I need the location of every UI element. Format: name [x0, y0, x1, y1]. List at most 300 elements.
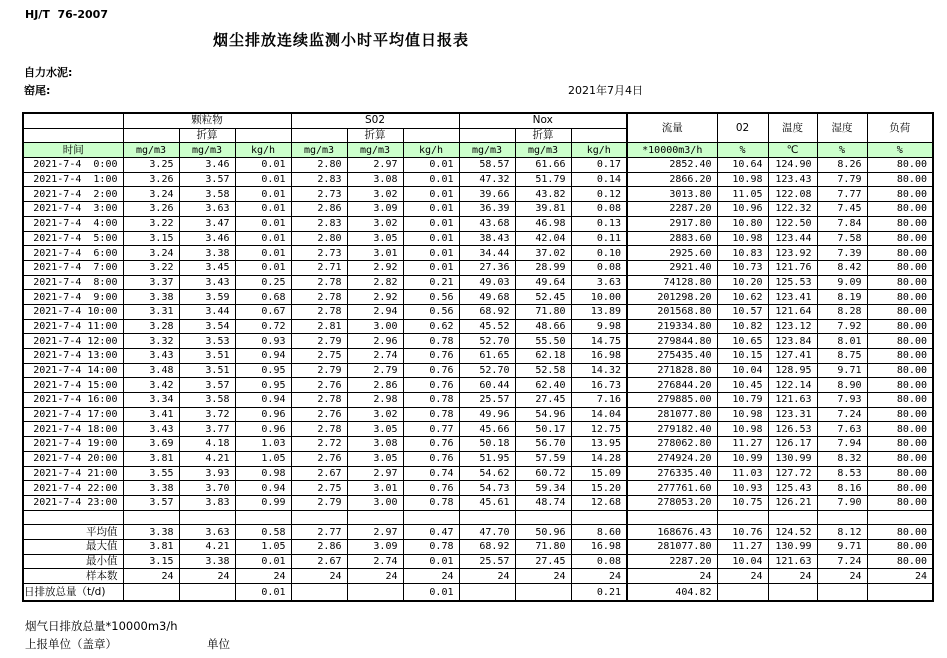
value-cell: 80.00	[867, 202, 933, 217]
value-cell: 3.58	[179, 187, 235, 202]
value-cell: 49.03	[459, 275, 515, 290]
value-cell: 2866.20	[627, 172, 717, 187]
value-cell: 3.24	[123, 187, 179, 202]
value-cell: 52.58	[515, 363, 571, 378]
value-cell: 0.08	[571, 260, 627, 275]
value-cell: 2.83	[291, 216, 347, 231]
unit-cell: mg/m3	[347, 143, 403, 158]
value-cell: 0.01	[235, 554, 291, 569]
value-cell: 2.67	[291, 466, 347, 481]
value-cell: 42.04	[515, 231, 571, 246]
row-time: 2021-7-4 13:00	[23, 349, 123, 364]
value-cell: 11.27	[717, 437, 768, 452]
value-cell: 10.98	[717, 422, 768, 437]
value-cell: 10.80	[717, 216, 768, 231]
company-label: 自力水泥:	[24, 66, 73, 79]
value-cell: 10.99	[717, 451, 768, 466]
value-cell: 2.96	[347, 334, 403, 349]
value-cell: 274924.20	[627, 451, 717, 466]
header-row-groups	[23, 113, 933, 128]
value-cell: 2.80	[291, 158, 347, 173]
blank-cell	[123, 510, 179, 525]
value-cell: 27.45	[515, 554, 571, 569]
flue-gas-total-note: 烟气日排放总量*10000m3/h	[25, 619, 178, 633]
value-cell: 277761.60	[627, 481, 717, 496]
value-cell: 71.80	[515, 539, 571, 554]
summary-label: 最小值	[23, 554, 123, 569]
value-cell: 10.76	[717, 525, 768, 540]
value-cell	[459, 584, 515, 602]
value-cell: 0.01	[235, 216, 291, 231]
value-cell: 24	[403, 569, 459, 584]
value-cell: 3.28	[123, 319, 179, 334]
value-cell: 0.08	[571, 554, 627, 569]
value-cell: 122.14	[768, 378, 817, 393]
value-cell: 51.95	[459, 451, 515, 466]
value-cell: 2883.60	[627, 231, 717, 246]
value-cell: 2.74	[347, 554, 403, 569]
value-cell: 50.17	[515, 422, 571, 437]
value-cell: 3.38	[123, 525, 179, 540]
blank-cell	[571, 510, 627, 525]
value-cell: 24	[717, 569, 768, 584]
value-cell: 2852.40	[627, 158, 717, 173]
value-cell: 3.47	[179, 216, 235, 231]
value-cell: 4.18	[179, 437, 235, 452]
value-cell: 4.21	[179, 451, 235, 466]
value-cell: 3.93	[179, 466, 235, 481]
hour-row	[23, 172, 933, 187]
value-cell: 123.92	[768, 246, 817, 261]
hour-row	[23, 187, 933, 202]
value-cell: 14.04	[571, 407, 627, 422]
converted-label-so2: 折算	[347, 128, 403, 143]
value-cell: 24	[123, 569, 179, 584]
blank-cell	[768, 510, 817, 525]
value-cell: 12.75	[571, 422, 627, 437]
value-cell: 124.90	[768, 158, 817, 173]
value-cell: 0.77	[403, 422, 459, 437]
value-cell: 3.43	[179, 275, 235, 290]
blank-cell	[717, 510, 768, 525]
value-cell	[179, 584, 235, 602]
value-cell: 3013.80	[627, 187, 717, 202]
value-cell: 3.63	[571, 275, 627, 290]
value-cell: 8.90	[817, 378, 867, 393]
value-cell: 24	[627, 569, 717, 584]
value-cell: 10.45	[717, 378, 768, 393]
value-cell: 10.98	[717, 231, 768, 246]
value-cell: 0.58	[235, 525, 291, 540]
value-cell: 24	[235, 569, 291, 584]
row-time: 2021-7-4 17:00	[23, 407, 123, 422]
row-time: 2021-7-4 19:00	[23, 437, 123, 452]
hour-row	[23, 466, 933, 481]
blank-cell	[291, 510, 347, 525]
value-cell: 3.63	[179, 202, 235, 217]
value-cell: 8.60	[571, 525, 627, 540]
value-cell: 61.65	[459, 349, 515, 364]
value-cell	[347, 584, 403, 602]
value-cell: 2.79	[291, 495, 347, 510]
value-cell: 0.01	[403, 158, 459, 173]
row-time: 2021-7-4 2:00	[23, 187, 123, 202]
value-cell: 7.84	[817, 216, 867, 231]
unit-cell: mg/m3	[459, 143, 515, 158]
value-cell: 168676.43	[627, 525, 717, 540]
value-cell: 0.01	[403, 172, 459, 187]
value-cell: 123.43	[768, 172, 817, 187]
value-cell: 2.76	[291, 378, 347, 393]
row-time: 2021-7-4 23:00	[23, 495, 123, 510]
hour-row	[23, 275, 933, 290]
value-cell: 80.00	[867, 172, 933, 187]
unit-cell: kg/h	[571, 143, 627, 158]
value-cell: 0.98	[235, 466, 291, 481]
value-cell: 7.24	[817, 407, 867, 422]
unit-label: 单位	[207, 637, 230, 651]
value-cell: 0.01	[235, 260, 291, 275]
value-cell: 10.79	[717, 393, 768, 408]
value-cell: 3.81	[123, 451, 179, 466]
value-cell: 0.94	[235, 393, 291, 408]
row-time: 2021-7-4 3:00	[23, 202, 123, 217]
value-cell: 8.12	[817, 525, 867, 540]
value-cell: 11.03	[717, 466, 768, 481]
value-cell: 49.96	[459, 407, 515, 422]
value-cell: 10.96	[717, 202, 768, 217]
value-cell: 0.67	[235, 304, 291, 319]
value-cell: 24	[571, 569, 627, 584]
value-cell: 3.42	[123, 378, 179, 393]
hour-row	[23, 319, 933, 334]
value-cell: 0.94	[235, 349, 291, 364]
value-cell: 2.92	[347, 290, 403, 305]
summary-label: 平均值	[23, 525, 123, 540]
value-cell: 38.43	[459, 231, 515, 246]
value-cell: 0.96	[235, 422, 291, 437]
value-cell: 60.44	[459, 378, 515, 393]
hour-row	[23, 304, 933, 319]
row-time: 2021-7-4 18:00	[23, 422, 123, 437]
value-cell: 10.98	[717, 407, 768, 422]
hour-row	[23, 231, 933, 246]
value-cell: 24	[817, 569, 867, 584]
value-cell: 121.63	[768, 554, 817, 569]
value-cell: 8.53	[817, 466, 867, 481]
value-cell: 47.70	[459, 525, 515, 540]
value-cell: 124.52	[768, 525, 817, 540]
value-cell: 62.40	[515, 378, 571, 393]
value-cell: 2.79	[291, 334, 347, 349]
value-cell: 2.97	[347, 466, 403, 481]
hour-row	[23, 334, 933, 349]
value-cell: 10.64	[717, 158, 768, 173]
value-cell: 2.76	[291, 451, 347, 466]
value-cell	[291, 584, 347, 602]
value-cell: 0.12	[571, 187, 627, 202]
hour-row	[23, 216, 933, 231]
value-cell: 80.00	[867, 451, 933, 466]
value-cell: 0.11	[571, 231, 627, 246]
row-time: 2021-7-4 12:00	[23, 334, 123, 349]
value-cell: 7.90	[817, 495, 867, 510]
value-cell: 9.71	[817, 363, 867, 378]
converted-label-pm: 折算	[179, 128, 235, 143]
value-cell: 2.78	[291, 275, 347, 290]
value-cell: 0.01	[235, 202, 291, 217]
value-cell: 49.64	[515, 275, 571, 290]
value-cell: 3.05	[347, 231, 403, 246]
value-cell: 52.45	[515, 290, 571, 305]
value-cell: 128.95	[768, 363, 817, 378]
value-cell: 16.73	[571, 378, 627, 393]
blank-cell	[515, 510, 571, 525]
row-time: 2021-7-4 20:00	[23, 451, 123, 466]
blank-cell	[347, 510, 403, 525]
value-cell: 80.00	[867, 554, 933, 569]
value-cell: 10.65	[717, 334, 768, 349]
row-time: 2021-7-4 10:00	[23, 304, 123, 319]
value-cell: 80.00	[867, 525, 933, 540]
value-cell: 0.01	[403, 216, 459, 231]
value-cell: 15.20	[571, 481, 627, 496]
value-cell: 10.15	[717, 349, 768, 364]
value-cell: 49.68	[459, 290, 515, 305]
value-cell: 7.94	[817, 437, 867, 452]
value-cell: 2.78	[291, 422, 347, 437]
value-cell: 3.43	[123, 422, 179, 437]
value-cell: 0.01	[235, 584, 291, 602]
value-cell: 123.84	[768, 334, 817, 349]
value-cell: 45.61	[459, 495, 515, 510]
value-cell: 125.43	[768, 481, 817, 496]
value-cell: 3.58	[179, 393, 235, 408]
value-cell: 13.95	[571, 437, 627, 452]
value-cell: 2.86	[291, 202, 347, 217]
value-cell: 7.77	[817, 187, 867, 202]
hour-row	[23, 407, 933, 422]
value-cell: 61.66	[515, 158, 571, 173]
value-cell: 276844.20	[627, 378, 717, 393]
value-cell: 0.13	[571, 216, 627, 231]
value-cell: 3.01	[347, 481, 403, 496]
value-cell: 3.38	[179, 554, 235, 569]
value-cell	[867, 584, 933, 602]
col-humidity: 湿度	[817, 113, 867, 143]
value-cell: 219334.80	[627, 319, 717, 334]
value-cell: 3.02	[347, 407, 403, 422]
row-time: 2021-7-4 16:00	[23, 393, 123, 408]
value-cell: 3.77	[179, 422, 235, 437]
value-cell: 24	[867, 569, 933, 584]
value-cell: 80.00	[867, 407, 933, 422]
value-cell: 0.72	[235, 319, 291, 334]
value-cell: 3.26	[123, 202, 179, 217]
value-cell: 2.92	[347, 260, 403, 275]
value-cell: 24	[291, 569, 347, 584]
value-cell: 80.00	[867, 275, 933, 290]
value-cell: 80.00	[867, 539, 933, 554]
value-cell: 46.98	[515, 216, 571, 231]
row-time: 2021-7-4 4:00	[23, 216, 123, 231]
value-cell: 2917.80	[627, 216, 717, 231]
value-cell: 80.00	[867, 260, 933, 275]
value-cell: 276335.40	[627, 466, 717, 481]
value-cell: 80.00	[867, 319, 933, 334]
value-cell: 278053.20	[627, 495, 717, 510]
value-cell: 0.01	[403, 554, 459, 569]
group-particulate: 颗粒物	[123, 113, 291, 128]
hour-row	[23, 422, 933, 437]
value-cell: 7.45	[817, 202, 867, 217]
value-cell: 15.09	[571, 466, 627, 481]
value-cell: 3.48	[123, 363, 179, 378]
value-cell: 80.00	[867, 466, 933, 481]
hour-row	[23, 481, 933, 496]
value-cell: 3.00	[347, 319, 403, 334]
value-cell: 3.34	[123, 393, 179, 408]
value-cell: 0.76	[403, 451, 459, 466]
row-time: 2021-7-4 21:00	[23, 466, 123, 481]
value-cell: 0.25	[235, 275, 291, 290]
value-cell: 126.21	[768, 495, 817, 510]
value-cell: 39.66	[459, 187, 515, 202]
value-cell: 0.01	[403, 260, 459, 275]
value-cell: 3.15	[123, 554, 179, 569]
value-cell: 0.94	[235, 481, 291, 496]
value-cell: 4.21	[179, 539, 235, 554]
value-cell: 80.00	[867, 437, 933, 452]
value-cell: 3.01	[347, 246, 403, 261]
value-cell: 80.00	[867, 246, 933, 261]
converted-label-nox: 折算	[515, 128, 571, 143]
value-cell: 7.93	[817, 393, 867, 408]
value-cell: 3.26	[123, 172, 179, 187]
value-cell: 3.54	[179, 319, 235, 334]
hour-row	[23, 363, 933, 378]
hour-row	[23, 451, 933, 466]
value-cell: 3.00	[347, 495, 403, 510]
value-cell: 201568.80	[627, 304, 717, 319]
value-cell: 3.38	[179, 246, 235, 261]
value-cell: 0.76	[403, 349, 459, 364]
value-cell: 10.20	[717, 275, 768, 290]
row-time: 2021-7-4 14:00	[23, 363, 123, 378]
value-cell: 404.82	[627, 584, 717, 602]
row-time: 2021-7-4 5:00	[23, 231, 123, 246]
value-cell: 54.62	[459, 466, 515, 481]
value-cell: 3.70	[179, 481, 235, 496]
value-cell: 52.70	[459, 363, 515, 378]
value-cell: 7.39	[817, 246, 867, 261]
value-cell: 279885.00	[627, 393, 717, 408]
value-cell: 0.56	[403, 304, 459, 319]
value-cell: 2.98	[347, 393, 403, 408]
value-cell: 2287.20	[627, 202, 717, 217]
value-cell: 201298.20	[627, 290, 717, 305]
value-cell: 12.68	[571, 495, 627, 510]
value-cell: 24	[347, 569, 403, 584]
value-cell	[515, 584, 571, 602]
col-time: 时间	[23, 143, 123, 158]
unit-cell: %	[817, 143, 867, 158]
value-cell: 3.25	[123, 158, 179, 173]
value-cell: 80.00	[867, 378, 933, 393]
value-cell: 3.09	[347, 539, 403, 554]
value-cell	[717, 584, 768, 602]
value-cell: 0.21	[403, 275, 459, 290]
value-cell: 127.72	[768, 466, 817, 481]
value-cell: 126.53	[768, 422, 817, 437]
value-cell: 7.63	[817, 422, 867, 437]
value-cell: 3.43	[123, 349, 179, 364]
time-header-blank	[23, 113, 123, 128]
value-cell: 2.71	[291, 260, 347, 275]
value-cell: 47.32	[459, 172, 515, 187]
col-flow: 流量	[627, 113, 717, 143]
value-cell: 0.93	[235, 334, 291, 349]
value-cell: 10.83	[717, 246, 768, 261]
value-cell: 123.12	[768, 319, 817, 334]
value-cell: 2.81	[291, 319, 347, 334]
value-cell: 10.93	[717, 481, 768, 496]
value-cell: 122.32	[768, 202, 817, 217]
value-cell: 2.79	[291, 363, 347, 378]
summary-row	[23, 539, 933, 554]
location-label: 窑尾:	[24, 84, 51, 97]
value-cell: 0.76	[403, 378, 459, 393]
hour-row	[23, 349, 933, 364]
row-time: 2021-7-4 6:00	[23, 246, 123, 261]
value-cell: 121.76	[768, 260, 817, 275]
value-cell: 8.75	[817, 349, 867, 364]
value-cell: 50.96	[515, 525, 571, 540]
value-cell	[123, 584, 179, 602]
value-cell: 28.99	[515, 260, 571, 275]
value-cell: 0.01	[235, 172, 291, 187]
value-cell: 74128.80	[627, 275, 717, 290]
value-cell: 3.57	[179, 378, 235, 393]
value-cell: 3.41	[123, 407, 179, 422]
value-cell: 3.02	[347, 187, 403, 202]
report-date: 2021年7月4日	[568, 84, 643, 97]
value-cell: 2921.40	[627, 260, 717, 275]
value-cell: 0.01	[235, 231, 291, 246]
value-cell: 45.52	[459, 319, 515, 334]
value-cell: 2.86	[291, 539, 347, 554]
value-cell: 0.78	[403, 407, 459, 422]
hour-row	[23, 437, 933, 452]
value-cell: 2.73	[291, 187, 347, 202]
value-cell: 34.44	[459, 246, 515, 261]
value-cell: 2.75	[291, 349, 347, 364]
value-cell: 1.03	[235, 437, 291, 452]
value-cell: 80.00	[867, 158, 933, 173]
value-cell: 121.63	[768, 393, 817, 408]
value-cell: 0.76	[403, 363, 459, 378]
value-cell: 36.39	[459, 202, 515, 217]
value-cell: 7.92	[817, 319, 867, 334]
row-time: 2021-7-4 8:00	[23, 275, 123, 290]
value-cell: 68.92	[459, 539, 515, 554]
blank-cell	[179, 510, 235, 525]
value-cell: 0.01	[235, 246, 291, 261]
value-cell: 14.32	[571, 363, 627, 378]
value-cell: 10.04	[717, 363, 768, 378]
col-o2: 02	[717, 113, 768, 143]
value-cell: 0.68	[235, 290, 291, 305]
